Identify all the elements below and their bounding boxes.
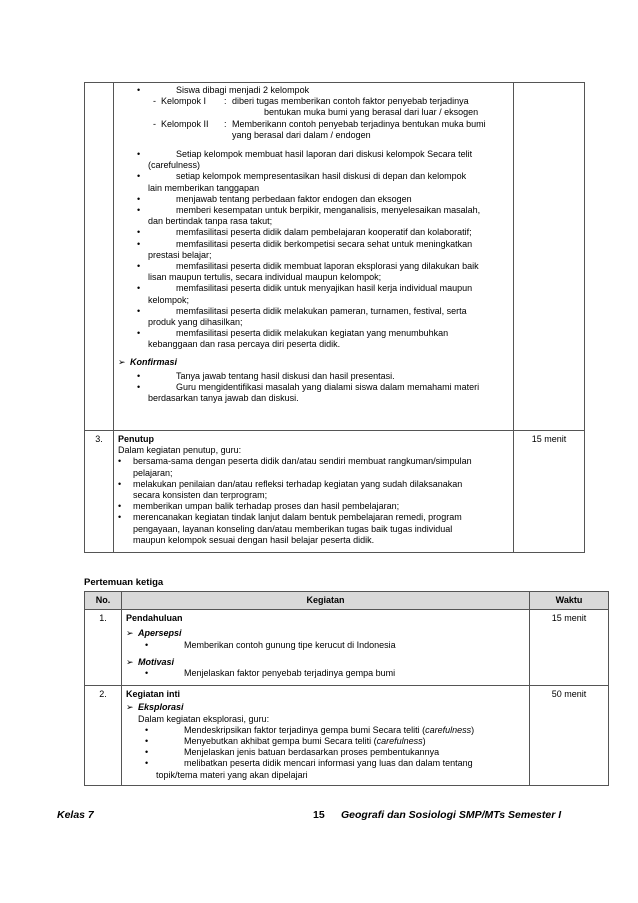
apersepsi-heading: ➢ Apersepsi — [126, 628, 182, 639]
list-item — [118, 512, 509, 546]
list-item-cont: lisan maupun tertulis, secara individual maupun kelompok; — [148, 272, 382, 283]
table-row-inti-continued — [85, 83, 585, 431]
intro-text: Dalam kegiatan penutup, guru: — [118, 445, 242, 456]
no-cell: 1. — [85, 610, 122, 686]
bullet-icon: • — [137, 260, 141, 271]
bullet-icon: • — [137, 193, 141, 204]
col-header-no: No. — [85, 592, 122, 610]
list-item-text: memfasilitasi peserta didik membuat laporan eksplorasi yang dilakukan baik — [176, 260, 479, 271]
bullet-icon: • — [118, 501, 122, 512]
activity-table — [84, 591, 609, 786]
group-row: - Kelompok II : Memberikann contoh penyebab terjadinya bentukan muka bumi — [153, 118, 486, 129]
bullet-icon: • — [137, 305, 141, 316]
section-title: Pertemuan ketiga — [84, 577, 164, 588]
list-item: • Menjelaskan jenis batuan berdasarkan proses pembentukannya — [145, 747, 440, 758]
activity-bullet-list — [118, 149, 509, 351]
col-header-waktu: Waktu — [530, 592, 609, 610]
table-header-row — [85, 592, 609, 610]
arrow-right-icon: ➢ — [118, 356, 126, 367]
list-item-cont: topik/tema materi yang akan dipelajari — [156, 769, 308, 780]
bullet-icon: • — [137, 328, 141, 339]
list-item-cont: kelompok; — [148, 294, 190, 305]
section-heading: Penutup — [118, 434, 154, 444]
list-item — [118, 371, 509, 382]
list-item-cont: prestasi belajar; — [148, 249, 212, 260]
bullet-icon: • — [137, 382, 141, 393]
col-header-kegiatan: Kegiatan — [122, 592, 530, 610]
list-item — [118, 283, 509, 305]
list-item: • Memberikan contoh gunung tipe kerucut di Indonesia — [145, 639, 396, 650]
list-item-cont: produk yang dihasilkan; — [148, 317, 243, 327]
waktu-cell: 15 menit — [530, 610, 609, 686]
bullet-icon: • — [118, 478, 122, 489]
section-heading: Pendahuluan — [126, 613, 183, 624]
list-item: • Menjelaskan faktor penyebab terjadinya gempa bumi — [145, 668, 396, 679]
list-item — [118, 205, 509, 227]
no-cell — [85, 83, 114, 431]
bullet-icon: • — [145, 747, 149, 758]
list-item: • Mendeskripsikan faktor terjadinya gempa bumi Secara teliti (carefulness) — [145, 724, 475, 735]
bullet-icon: • — [137, 204, 141, 215]
kegiatan-cell — [122, 686, 530, 786]
waktu-cell: 15 menit — [514, 431, 585, 553]
list-item-text: Tanya jawab tentang hasil diskusi dan hasil presentasi. — [176, 370, 395, 381]
list-item — [118, 328, 509, 350]
waktu-cell — [514, 83, 585, 431]
penutup-list — [118, 456, 509, 546]
list-item — [118, 306, 509, 328]
list-item: • melibatkan peserta didik mencari informasi yang luas dan dalam tentang — [145, 758, 473, 769]
list-item-text: Setiap kelompok membuat hasil laporan dari diskusi kelompok Secara telit — [176, 148, 473, 159]
list-item — [118, 501, 509, 512]
kegiatan-cell — [114, 431, 514, 553]
list-item: • Siswa dibagi menjadi 2 kelompok — [137, 85, 310, 95]
list-item — [118, 479, 509, 501]
list-item-text: melakukan penilaian dan/atau refleksi terhadap kegiatan yang sudah dilaksanakan — [133, 478, 463, 489]
list-item-text: memfasilitasi peserta didik untuk menyajikan hasil kerja individual maupun — [176, 283, 473, 294]
kegiatan-cell — [122, 610, 530, 686]
list-item-text: Guru mengidentifikasi masalah yang dialami siswa dalam memahami materi — [176, 382, 480, 393]
bullet-icon: • — [145, 758, 149, 769]
waktu-cell: 50 menit — [530, 686, 609, 786]
bullet-icon: • — [145, 668, 149, 679]
table-row-penutup — [85, 431, 585, 553]
list-item-text: memfasilitasi peserta didik melakukan kegiatan yang menumbuhkan — [176, 328, 449, 339]
table-row-inti — [85, 686, 609, 786]
table-row-pendahuluan — [85, 610, 609, 686]
intro-text: Dalam kegiatan eksplorasi, guru: — [138, 713, 270, 724]
kegiatan-cell — [114, 83, 514, 431]
page-number: 15 — [313, 809, 325, 821]
no-cell: 3. — [85, 431, 114, 553]
bullet-icon: • — [137, 370, 141, 381]
list-item-cont: pengayaan, layanan konseling dan/atau memberikan tugas baik tugas individual — [133, 523, 453, 534]
bullet-icon: • — [145, 736, 149, 747]
bullet-icon: • — [118, 456, 122, 467]
bullet-icon: • — [137, 283, 141, 294]
list-item-text: memfasilitasi peserta didik berkompetisi secara sehat untuk meningkatkan — [176, 238, 473, 249]
konfirmasi-list — [118, 371, 509, 405]
group-row-cont: bentukan muka bumi yang berasal dari luar / eksogen — [264, 107, 479, 118]
list-item-text: memberikan umpan balik terhadap proses dan hasil pembelajaran; — [133, 501, 400, 512]
arrow-right-icon: ➢ — [126, 628, 134, 639]
list-item-cont: secara konsisten dan terprogram; — [133, 490, 268, 501]
bullet-icon: • — [137, 171, 141, 182]
list-item-text: memberi kesempatan untuk berpikir, menganalisis, menyelesaikan masalah, — [176, 204, 481, 215]
list-item-cont: pelajaran; — [133, 467, 173, 478]
list-item — [118, 261, 509, 283]
arrow-right-icon: ➢ — [126, 656, 134, 667]
list-item — [118, 239, 509, 261]
list-item — [118, 382, 509, 404]
bullet-icon: • — [145, 639, 149, 650]
list-item-text: memfasilitasi peserta didik melakukan pameran, turnamen, festival, serta — [176, 305, 467, 316]
list-item-text: setiap kelompok mempresentasikan hasil diskusi di depan dan kelompok — [176, 171, 467, 182]
bullet-icon: • — [137, 227, 141, 238]
no-cell: 2. — [85, 686, 122, 786]
list-item-cont: berdasarkan tanya jawab dan diskusi. — [148, 393, 299, 404]
motivasi-heading: ➢ Motivasi — [126, 656, 175, 667]
konfirmasi-heading: ➢ Konfirmasi — [118, 356, 178, 367]
group-row: - Kelompok I : diberi tugas memberikan contoh faktor penyebab terjadinya — [153, 96, 469, 107]
bullet-icon: • — [137, 85, 141, 95]
bullet-icon: • — [145, 724, 149, 735]
bullet-icon: • — [118, 512, 122, 523]
list-item-text: bersama-sama dengan peserta didik dan/atau sendiri membuat rangkuman/simpulan — [133, 456, 472, 467]
list-item — [118, 194, 509, 205]
footer-left: Kelas 7 — [57, 809, 94, 821]
bullet-icon: • — [137, 148, 141, 159]
list-item: • Menyebutkan akhibat gempa bumi Secara teliti (carefulness) — [145, 736, 426, 747]
list-item-text: memfasilitasi peserta didik dalam pembelajaran kooperatif dan kolaboratif; — [176, 227, 472, 238]
list-item — [118, 149, 509, 171]
list-item-text: menjawab tentang perbedaan faktor endogen dan eksogen — [176, 193, 412, 204]
section-heading: Kegiatan inti — [126, 689, 181, 700]
eksplorasi-heading: ➢ Eksplorasi — [126, 702, 184, 713]
bullet-icon: • — [137, 238, 141, 249]
list-item-cont: lain memberikan tanggapan — [148, 182, 260, 193]
arrow-right-icon: ➢ — [126, 702, 134, 713]
list-item-cont: maupun kelompok sesuai dengan hasil belajar peserta didik. — [133, 534, 375, 545]
list-item-cont: kebanggaan dan rasa percaya diri peserta didik. — [148, 339, 341, 350]
footer-right: Geografi dan Sosiologi SMP/MTs Semester I — [341, 809, 562, 821]
list-item — [118, 456, 509, 478]
list-item-text: merencanakan kegiatan tindak lanjut dalam bentuk pembelajaran remedi, program — [133, 512, 462, 523]
list-item — [118, 171, 509, 193]
group-row-cont: yang berasal dari dalam / endogen — [232, 129, 371, 140]
list-item-cont: dan bertindak tanpa rasa takut; — [148, 216, 273, 227]
list-item — [118, 227, 509, 238]
list-item-cont: (carefulness) — [148, 160, 201, 171]
activity-table-continued — [84, 82, 585, 553]
